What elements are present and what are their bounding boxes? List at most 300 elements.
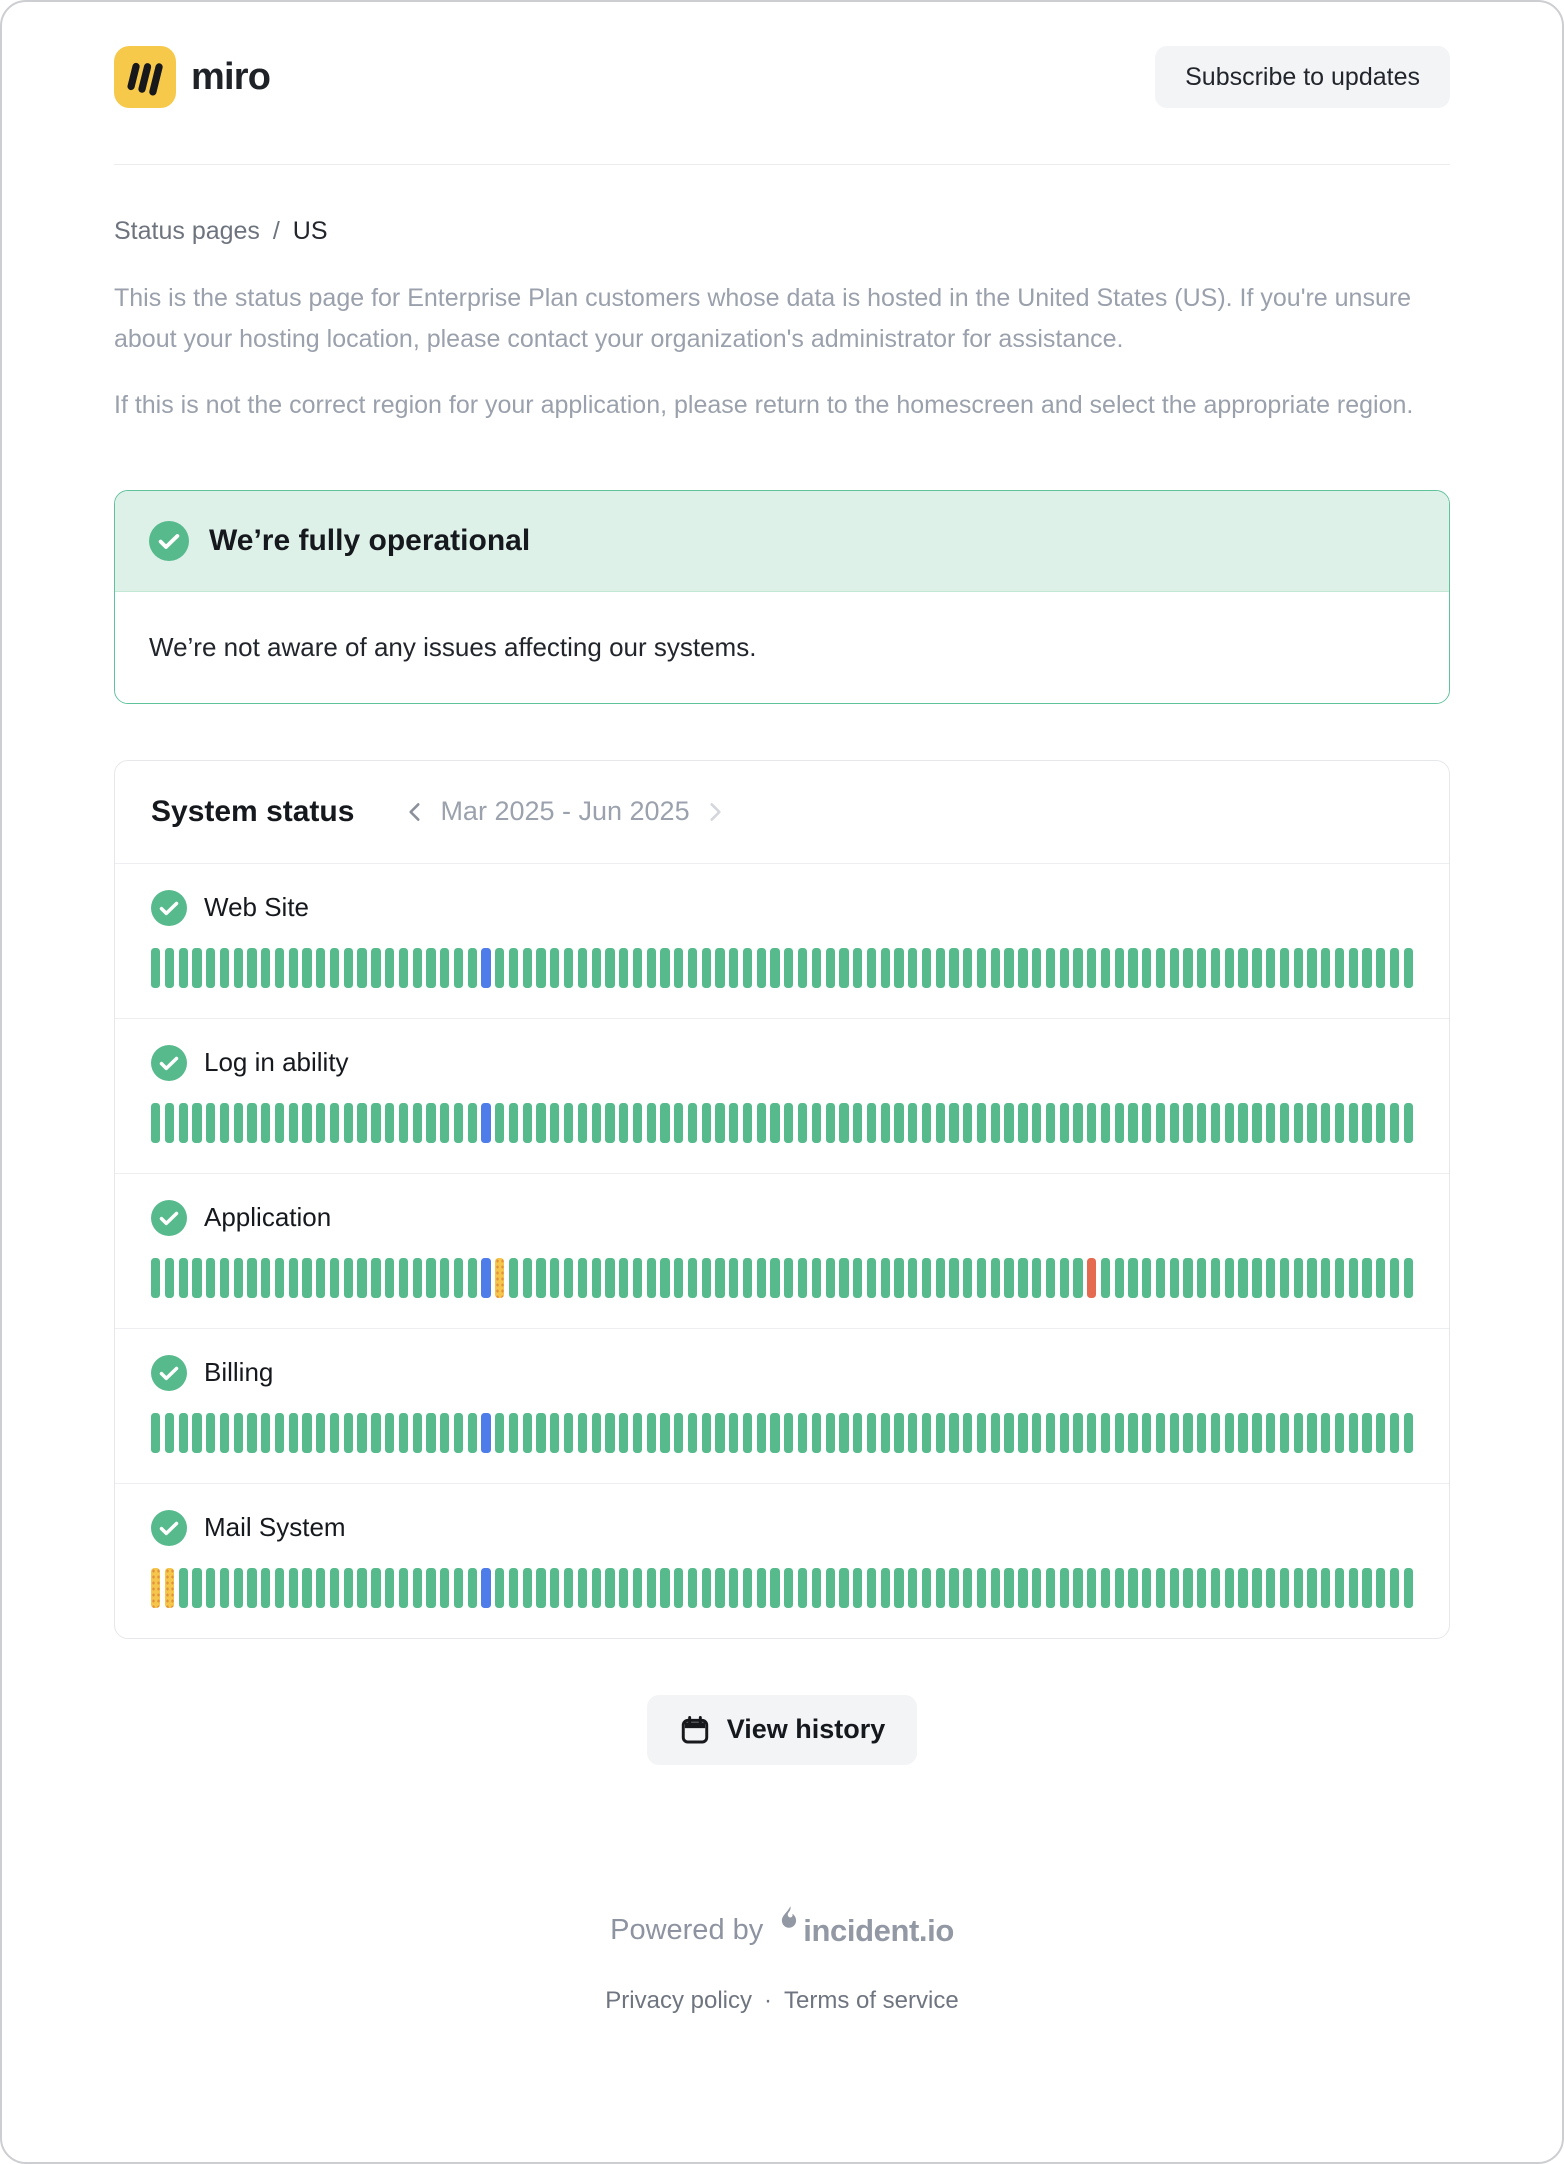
uptime-bar[interactable]	[1073, 1258, 1082, 1298]
uptime-bar[interactable]	[550, 1413, 559, 1453]
uptime-bar[interactable]	[206, 948, 215, 988]
uptime-bar[interactable]	[1142, 1413, 1151, 1453]
uptime-bar[interactable]	[839, 1413, 848, 1453]
uptime-bar[interactable]	[1349, 948, 1358, 988]
uptime-bar[interactable]	[1390, 1413, 1399, 1453]
uptime-bar[interactable]	[647, 948, 656, 988]
uptime-bar[interactable]	[729, 1258, 738, 1298]
miro-logo[interactable]	[114, 46, 270, 108]
uptime-bar[interactable]	[1170, 1568, 1179, 1608]
uptime-bar[interactable]	[1073, 1568, 1082, 1608]
uptime-bar[interactable]	[509, 948, 518, 988]
uptime-bar[interactable]	[812, 1258, 821, 1298]
uptime-bar[interactable]	[440, 948, 449, 988]
uptime-bar[interactable]	[481, 1258, 490, 1298]
uptime-bar[interactable]	[1280, 1413, 1289, 1453]
uptime-bar[interactable]	[220, 948, 229, 988]
uptime-bar[interactable]	[1018, 1568, 1027, 1608]
uptime-bar[interactable]	[302, 1103, 311, 1143]
uptime-bar[interactable]	[1087, 1258, 1096, 1298]
uptime-bar[interactable]	[578, 1568, 587, 1608]
uptime-bar[interactable]	[302, 1258, 311, 1298]
uptime-bar[interactable]	[812, 1413, 821, 1453]
uptime-bar[interactable]	[867, 1258, 876, 1298]
uptime-bar[interactable]	[1238, 948, 1247, 988]
uptime-bar[interactable]	[1404, 1103, 1413, 1143]
uptime-bar[interactable]	[839, 1568, 848, 1608]
uptime-bar[interactable]	[1018, 1413, 1027, 1453]
uptime-bar[interactable]	[798, 1258, 807, 1298]
uptime-bar[interactable]	[812, 1568, 821, 1608]
uptime-bar[interactable]	[165, 1103, 174, 1143]
uptime-bar[interactable]	[1238, 1568, 1247, 1608]
uptime-bar[interactable]	[1307, 1103, 1316, 1143]
uptime-bar[interactable]	[977, 1568, 986, 1608]
uptime-bar[interactable]	[1266, 1103, 1275, 1143]
uptime-bar[interactable]	[977, 1258, 986, 1298]
uptime-bar[interactable]	[1060, 948, 1069, 988]
uptime-bar[interactable]	[1004, 1413, 1013, 1453]
uptime-bar[interactable]	[1266, 1258, 1275, 1298]
uptime-bar[interactable]	[536, 1103, 545, 1143]
uptime-bar[interactable]	[192, 1103, 201, 1143]
uptime-bar[interactable]	[757, 1413, 766, 1453]
uptime-bar[interactable]	[674, 948, 683, 988]
uptime-bar[interactable]	[688, 1568, 697, 1608]
uptime-bar[interactable]	[385, 948, 394, 988]
uptime-bar[interactable]	[179, 1258, 188, 1298]
uptime-bar[interactable]	[770, 1413, 779, 1453]
uptime-bar[interactable]	[660, 1103, 669, 1143]
uptime-bar[interactable]	[1266, 948, 1275, 988]
uptime-bar[interactable]	[949, 1568, 958, 1608]
uptime-bar[interactable]	[633, 948, 642, 988]
uptime-bar[interactable]	[536, 1568, 545, 1608]
uptime-bar[interactable]	[894, 1258, 903, 1298]
uptime-bar[interactable]	[1197, 1568, 1206, 1608]
uptime-bar[interactable]	[1197, 948, 1206, 988]
uptime-bar[interactable]	[743, 1413, 752, 1453]
uptime-bar[interactable]	[1073, 1413, 1082, 1453]
uptime-bar[interactable]	[826, 1258, 835, 1298]
uptime-bar[interactable]	[633, 1568, 642, 1608]
uptime-bar[interactable]	[220, 1568, 229, 1608]
uptime-bar[interactable]	[1335, 1568, 1344, 1608]
uptime-bar[interactable]	[881, 948, 890, 988]
uptime-bar[interactable]	[647, 1568, 656, 1608]
uptime-bar[interactable]	[1073, 948, 1082, 988]
uptime-bar[interactable]	[151, 948, 160, 988]
uptime-bar[interactable]	[1183, 948, 1192, 988]
uptime-bar[interactable]	[1046, 1568, 1055, 1608]
uptime-bar[interactable]	[784, 1103, 793, 1143]
breadcrumb-root[interactable]: Status pages	[114, 217, 260, 245]
uptime-bar[interactable]	[179, 1413, 188, 1453]
uptime-bar[interactable]	[784, 948, 793, 988]
uptime-bar[interactable]	[1294, 1413, 1303, 1453]
uptime-bar[interactable]	[220, 1413, 229, 1453]
uptime-bar[interactable]	[1404, 1413, 1413, 1453]
uptime-bar[interactable]	[881, 1258, 890, 1298]
uptime-bar[interactable]	[881, 1103, 890, 1143]
uptime-bar[interactable]	[550, 948, 559, 988]
uptime-bar[interactable]	[770, 948, 779, 988]
uptime-bar[interactable]	[1018, 1103, 1027, 1143]
uptime-bar[interactable]	[936, 1568, 945, 1608]
uptime-bar[interactable]	[977, 948, 986, 988]
uptime-bar[interactable]	[468, 1258, 477, 1298]
uptime-bar[interactable]	[674, 1103, 683, 1143]
uptime-bar[interactable]	[592, 1103, 601, 1143]
uptime-bar[interactable]	[151, 1103, 160, 1143]
uptime-bar[interactable]	[564, 1258, 573, 1298]
uptime-bar[interactable]	[1211, 1568, 1220, 1608]
uptime-bar[interactable]	[729, 1103, 738, 1143]
uptime-bar[interactable]	[688, 1258, 697, 1298]
uptime-bar[interactable]	[1156, 1568, 1165, 1608]
uptime-bar[interactable]	[1252, 1103, 1261, 1143]
uptime-bar[interactable]	[564, 1103, 573, 1143]
uptime-bar[interactable]	[729, 1413, 738, 1453]
uptime-bar[interactable]	[702, 1413, 711, 1453]
terms-of-service-link[interactable]: Terms of service	[784, 1986, 959, 2014]
uptime-bar[interactable]	[1170, 948, 1179, 988]
uptime-bar[interactable]	[647, 1258, 656, 1298]
uptime-bar[interactable]	[179, 1568, 188, 1608]
uptime-bar[interactable]	[702, 1258, 711, 1298]
uptime-bar[interactable]	[165, 1258, 174, 1298]
uptime-bar[interactable]	[1004, 1103, 1013, 1143]
uptime-bar[interactable]	[991, 1413, 1000, 1453]
uptime-bar[interactable]	[1004, 948, 1013, 988]
uptime-bar[interactable]	[853, 1413, 862, 1453]
uptime-bar[interactable]	[357, 1413, 366, 1453]
uptime-bar[interactable]	[1156, 1103, 1165, 1143]
uptime-bar[interactable]	[330, 1103, 339, 1143]
uptime-bar[interactable]	[206, 1258, 215, 1298]
uptime-bar[interactable]	[454, 948, 463, 988]
uptime-bar[interactable]	[812, 1103, 821, 1143]
uptime-bar[interactable]	[1321, 1258, 1330, 1298]
uptime-bar[interactable]	[605, 1258, 614, 1298]
uptime-bar[interactable]	[578, 1258, 587, 1298]
uptime-bar[interactable]	[275, 1568, 284, 1608]
uptime-bar[interactable]	[1252, 1258, 1261, 1298]
uptime-bar[interactable]	[867, 948, 876, 988]
uptime-bar[interactable]	[481, 1413, 490, 1453]
uptime-bar[interactable]	[743, 948, 752, 988]
uptime-bar[interactable]	[715, 948, 724, 988]
uptime-bar[interactable]	[330, 1413, 339, 1453]
uptime-bar[interactable]	[1376, 948, 1385, 988]
uptime-bar[interactable]	[1101, 1413, 1110, 1453]
uptime-bar[interactable]	[399, 948, 408, 988]
uptime-bar[interactable]	[922, 948, 931, 988]
uptime-bar[interactable]	[729, 948, 738, 988]
uptime-bar[interactable]	[234, 1103, 243, 1143]
uptime-bar[interactable]	[440, 1568, 449, 1608]
uptime-bar[interactable]	[426, 1258, 435, 1298]
uptime-bar[interactable]	[922, 1568, 931, 1608]
uptime-bar[interactable]	[1321, 948, 1330, 988]
uptime-bar[interactable]	[619, 948, 628, 988]
uptime-bar[interactable]	[1060, 1258, 1069, 1298]
uptime-bar[interactable]	[536, 1413, 545, 1453]
uptime-bar[interactable]	[1335, 948, 1344, 988]
uptime-bar[interactable]	[289, 1413, 298, 1453]
uptime-bar[interactable]	[1362, 1413, 1371, 1453]
uptime-bar[interactable]	[1115, 1258, 1124, 1298]
uptime-bar[interactable]	[413, 1413, 422, 1453]
view-history-button[interactable]	[647, 1695, 918, 1765]
uptime-bar[interactable]	[302, 1413, 311, 1453]
uptime-bar[interactable]	[619, 1103, 628, 1143]
uptime-bar[interactable]	[509, 1568, 518, 1608]
uptime-bar[interactable]	[894, 1413, 903, 1453]
uptime-bar[interactable]	[234, 948, 243, 988]
uptime-bar[interactable]	[371, 1103, 380, 1143]
uptime-bar[interactable]	[1280, 1258, 1289, 1298]
uptime-bar[interactable]	[247, 1258, 256, 1298]
uptime-bar[interactable]	[1294, 1103, 1303, 1143]
uptime-bar[interactable]	[1142, 1103, 1151, 1143]
uptime-bar[interactable]	[371, 1258, 380, 1298]
uptime-bar[interactable]	[247, 1413, 256, 1453]
uptime-bar[interactable]	[853, 1258, 862, 1298]
uptime-bar[interactable]	[977, 1413, 986, 1453]
uptime-bar[interactable]	[344, 1568, 353, 1608]
uptime-bar[interactable]	[1032, 1568, 1041, 1608]
uptime-bar[interactable]	[468, 1568, 477, 1608]
uptime-bar[interactable]	[385, 1413, 394, 1453]
uptime-bar[interactable]	[192, 948, 201, 988]
uptime-bar[interactable]	[206, 1568, 215, 1608]
uptime-bar[interactable]	[151, 1258, 160, 1298]
uptime-bar[interactable]	[1142, 1568, 1151, 1608]
uptime-bar[interactable]	[949, 1103, 958, 1143]
subscribe-button[interactable]: Subscribe to updates	[1155, 46, 1450, 108]
uptime-bar[interactable]	[1183, 1258, 1192, 1298]
uptime-bar[interactable]	[1004, 1258, 1013, 1298]
uptime-bar[interactable]	[688, 1103, 697, 1143]
uptime-bar[interactable]	[1376, 1103, 1385, 1143]
uptime-bar[interactable]	[798, 1103, 807, 1143]
uptime-bar[interactable]	[1032, 1258, 1041, 1298]
uptime-bar[interactable]	[1156, 1258, 1165, 1298]
uptime-bar[interactable]	[1004, 1568, 1013, 1608]
uptime-bar[interactable]	[385, 1258, 394, 1298]
uptime-bar[interactable]	[220, 1103, 229, 1143]
uptime-bar[interactable]	[633, 1258, 642, 1298]
uptime-bar[interactable]	[468, 1103, 477, 1143]
uptime-bar[interactable]	[1404, 1568, 1413, 1608]
uptime-bar[interactable]	[619, 1413, 628, 1453]
uptime-bar[interactable]	[1046, 948, 1055, 988]
uptime-bar[interactable]	[1115, 1568, 1124, 1608]
uptime-bar[interactable]	[936, 948, 945, 988]
uptime-bar[interactable]	[289, 1258, 298, 1298]
uptime-bar[interactable]	[357, 1568, 366, 1608]
uptime-bar[interactable]	[192, 1258, 201, 1298]
uptime-bar[interactable]	[1280, 1103, 1289, 1143]
uptime-bar[interactable]	[660, 1258, 669, 1298]
uptime-bar[interactable]	[1294, 948, 1303, 988]
uptime-bar[interactable]	[192, 1568, 201, 1608]
uptime-bar[interactable]	[1115, 948, 1124, 988]
uptime-bar[interactable]	[261, 1103, 270, 1143]
uptime-bar[interactable]	[1349, 1103, 1358, 1143]
uptime-bar[interactable]	[247, 948, 256, 988]
uptime-bar[interactable]	[316, 948, 325, 988]
uptime-bar[interactable]	[715, 1258, 724, 1298]
uptime-bar[interactable]	[564, 1568, 573, 1608]
uptime-bar[interactable]	[647, 1413, 656, 1453]
uptime-bar[interactable]	[550, 1258, 559, 1298]
uptime-bar[interactable]	[440, 1258, 449, 1298]
uptime-bar[interactable]	[1335, 1413, 1344, 1453]
uptime-bar[interactable]	[1390, 1568, 1399, 1608]
uptime-bar[interactable]	[839, 1103, 848, 1143]
uptime-bar[interactable]	[936, 1103, 945, 1143]
uptime-bar[interactable]	[881, 1413, 890, 1453]
uptime-bar[interactable]	[715, 1568, 724, 1608]
uptime-bar[interactable]	[908, 1413, 917, 1453]
uptime-bar[interactable]	[234, 1568, 243, 1608]
uptime-bar[interactable]	[399, 1568, 408, 1608]
uptime-bar[interactable]	[165, 1568, 174, 1608]
uptime-bar[interactable]	[702, 1103, 711, 1143]
uptime-bar[interactable]	[206, 1103, 215, 1143]
uptime-bar[interactable]	[1390, 1258, 1399, 1298]
uptime-bar[interactable]	[798, 1568, 807, 1608]
uptime-bar[interactable]	[1362, 1568, 1371, 1608]
uptime-bar[interactable]	[592, 1568, 601, 1608]
uptime-bar[interactable]	[275, 1103, 284, 1143]
uptime-bar[interactable]	[1183, 1103, 1192, 1143]
uptime-bar[interactable]	[1060, 1413, 1069, 1453]
uptime-bar[interactable]	[578, 1413, 587, 1453]
uptime-bar[interactable]	[509, 1258, 518, 1298]
uptime-bar[interactable]	[1032, 1413, 1041, 1453]
uptime-bar[interactable]	[702, 948, 711, 988]
uptime-bar[interactable]	[426, 1413, 435, 1453]
privacy-policy-link[interactable]: Privacy policy	[605, 1986, 752, 2014]
uptime-bar[interactable]	[660, 948, 669, 988]
uptime-bar[interactable]	[330, 1568, 339, 1608]
uptime-bar[interactable]	[289, 948, 298, 988]
uptime-bar[interactable]	[715, 1413, 724, 1453]
uptime-bar[interactable]	[165, 1413, 174, 1453]
uptime-bar[interactable]	[963, 1413, 972, 1453]
uptime-bar[interactable]	[991, 1103, 1000, 1143]
uptime-bar[interactable]	[688, 1413, 697, 1453]
uptime-bar[interactable]	[275, 1413, 284, 1453]
uptime-bar[interactable]	[509, 1103, 518, 1143]
uptime-bar[interactable]	[770, 1568, 779, 1608]
uptime-bar[interactable]	[1156, 948, 1165, 988]
uptime-bar[interactable]	[1170, 1103, 1179, 1143]
uptime-bar[interactable]	[413, 1103, 422, 1143]
uptime-bar[interactable]	[770, 1103, 779, 1143]
uptime-bar[interactable]	[826, 1413, 835, 1453]
uptime-bar[interactable]	[220, 1258, 229, 1298]
uptime-bar[interactable]	[1087, 948, 1096, 988]
uptime-bar[interactable]	[454, 1103, 463, 1143]
uptime-bar[interactable]	[1321, 1103, 1330, 1143]
uptime-bar[interactable]	[371, 1568, 380, 1608]
uptime-bar[interactable]	[715, 1103, 724, 1143]
uptime-bar[interactable]	[853, 1103, 862, 1143]
uptime-bar[interactable]	[413, 1258, 422, 1298]
uptime-bar[interactable]	[991, 948, 1000, 988]
uptime-bar[interactable]	[936, 1258, 945, 1298]
uptime-bar[interactable]	[743, 1258, 752, 1298]
uptime-bar[interactable]	[1225, 1258, 1234, 1298]
uptime-bar[interactable]	[1266, 1413, 1275, 1453]
uptime-bar[interactable]	[523, 1103, 532, 1143]
uptime-bar[interactable]	[523, 1568, 532, 1608]
uptime-bar[interactable]	[316, 1103, 325, 1143]
uptime-bar[interactable]	[1142, 948, 1151, 988]
uptime-bar[interactable]	[275, 948, 284, 988]
uptime-bar[interactable]	[619, 1568, 628, 1608]
uptime-bar[interactable]	[454, 1258, 463, 1298]
uptime-bar[interactable]	[261, 1568, 270, 1608]
uptime-bar[interactable]	[757, 1258, 766, 1298]
uptime-bar[interactable]	[660, 1413, 669, 1453]
uptime-bar[interactable]	[234, 1258, 243, 1298]
uptime-bar[interactable]	[1252, 1568, 1261, 1608]
uptime-bar[interactable]	[1046, 1413, 1055, 1453]
uptime-bar[interactable]	[1362, 948, 1371, 988]
uptime-bar[interactable]	[1376, 1568, 1385, 1608]
uptime-bar[interactable]	[1252, 1413, 1261, 1453]
uptime-bar[interactable]	[426, 948, 435, 988]
uptime-bar[interactable]	[261, 1413, 270, 1453]
uptime-bar[interactable]	[1404, 948, 1413, 988]
uptime-bar[interactable]	[1307, 1258, 1316, 1298]
uptime-bar[interactable]	[674, 1258, 683, 1298]
uptime-bar[interactable]	[784, 1413, 793, 1453]
uptime-bar[interactable]	[1294, 1258, 1303, 1298]
uptime-bar[interactable]	[1060, 1568, 1069, 1608]
uptime-bar[interactable]	[908, 948, 917, 988]
uptime-bar[interactable]	[1101, 1103, 1110, 1143]
uptime-bar[interactable]	[867, 1103, 876, 1143]
uptime-bar[interactable]	[633, 1103, 642, 1143]
uptime-bar[interactable]	[991, 1258, 1000, 1298]
uptime-bar[interactable]	[798, 1413, 807, 1453]
uptime-bar[interactable]	[922, 1103, 931, 1143]
uptime-bar[interactable]	[1087, 1103, 1096, 1143]
uptime-bar[interactable]	[523, 948, 532, 988]
uptime-bar[interactable]	[564, 948, 573, 988]
uptime-bar[interactable]	[468, 1413, 477, 1453]
uptime-bar[interactable]	[1211, 1258, 1220, 1298]
uptime-bar[interactable]	[289, 1568, 298, 1608]
uptime-bar[interactable]	[206, 1413, 215, 1453]
uptime-bar[interactable]	[592, 1413, 601, 1453]
uptime-bar[interactable]	[826, 948, 835, 988]
uptime-bar[interactable]	[344, 948, 353, 988]
uptime-bar[interactable]	[536, 1258, 545, 1298]
powered-by[interactable]	[114, 1913, 1450, 1949]
uptime-bar[interactable]	[784, 1258, 793, 1298]
uptime-bar[interactable]	[826, 1568, 835, 1608]
uptime-bar[interactable]	[440, 1103, 449, 1143]
uptime-bar[interactable]	[619, 1258, 628, 1298]
uptime-bar[interactable]	[784, 1568, 793, 1608]
